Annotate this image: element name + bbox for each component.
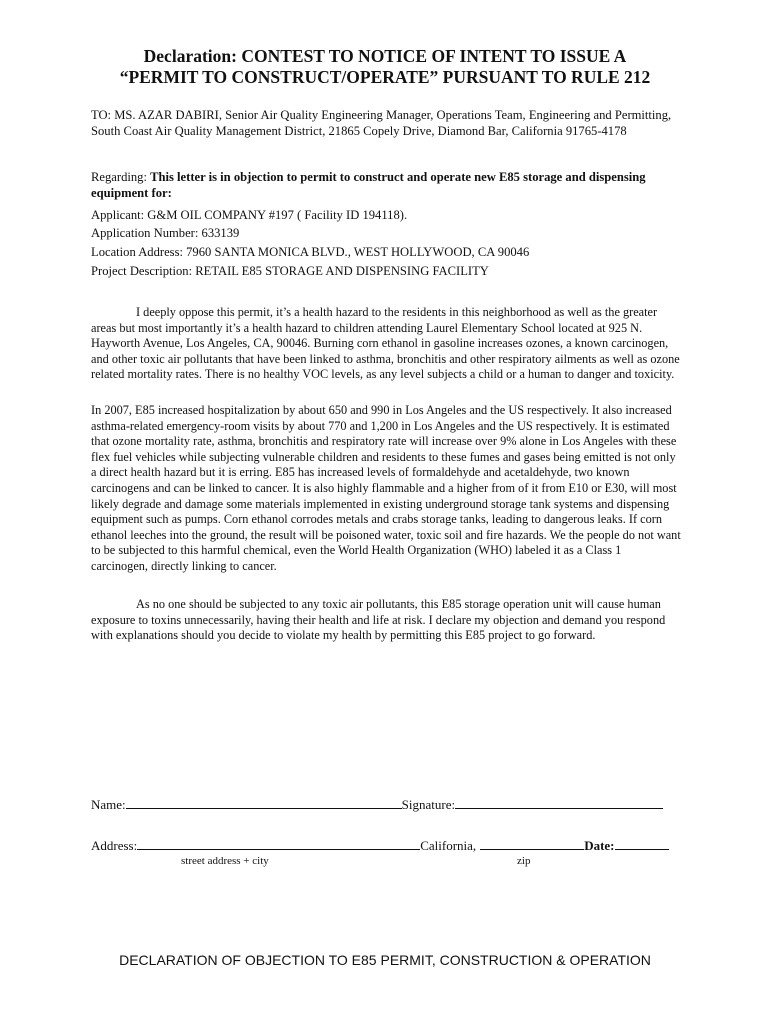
paragraph-health-data: In 2007, E85 increased hospitalization by about 650 and 990 in Los Angeles and the US respectively. It also increased asthma-related emergency-room visits by about 770 and 1,200 in Los Angeles and the US respectively. It is estimated that ozone mortality rate, asthma, bronchitis and respiratory rate will increase over 9% alone in Los Angeles with these flex fuel vehicles while subjecting vulnerable children and residents to these fumes and gases being emitted is not only a direct health hazard but it is erring. E85 has increased levels of formaldehyde and acetaldehyde, two known carcinogens and can be linked to cancer. It is also highly flammable and a higher from of it from E10 or E30, will most likely degrade and damage some materials implemented in existing underground storage tank systems and dispensing equipment such as pumps. Corn ethanol corrodes metals and crabs storage tanks, leading to dangerous leaks. If corn ethanol leeches into the ground, the result will be poisoned water, toxic soil and fire hazards. We the people do not want to be subjected to this harmful chemical, even the World Health Organization (WHO) labeled it as a Class 1 carcinogen, directly linking to cancer. [91,403,681,573]
address-label: Address: [91,838,138,853]
signature-label: Signature: [401,797,456,812]
document-title [70,46,700,88]
date-label: Date: [584,838,615,853]
regarding [91,170,683,202]
regarding-text: This letter is in objection to permit to construct and operate new E85 storage and dispensing equipment for: [91,170,646,200]
addressee: TO: MS. AZAR DABIRI, Senior Air Quality Engineering Manager, Operations Team, Engineering and Permitting, South Coast Air Quality Management District, 21865 Copely Drive, Diamond Bar, California 91765-4178 [91,108,672,138]
location-address: Location Address: 7960 SANTA MONICA BLVD., WEST HOLLYWOOD, CA 90046 [91,245,530,259]
paragraph-opposition: I deeply oppose this permit, it’s a health hazard to the residents in this neighborhood as well as the greater areas but most importantly it’s a health hazard to children attending Laurel Elementary School located at 925 N. Hayworth Avenue, Los Angeles, CA, 90046. Burning corn ethanol in gasoline increases ozones, a known carcinogen, and other toxic air pollutants that have been linked to asthma, bronchitis and other respiratory ailments as well as ozone related mortality rates. There is no healthy VOC levels, as any level subjects a child or a human to danger and toxicity. [91,305,680,382]
applicant: Applicant: G&M OIL COMPANY #197 ( Facility ID 194118). [91,208,408,222]
zip-hint: zip [517,855,531,867]
name-label: Name: [91,797,126,812]
street-address-hint: street address + city [181,855,269,867]
address-field[interactable] [137,838,420,850]
application-number: Application Number: 633139 [91,226,240,240]
title-line-2: “PERMIT TO CONSTRUCT/OPERATE” PURSUANT TO RULE 212 [119,67,651,87]
name-field[interactable] [126,797,402,809]
footer-caption: DECLARATION OF OBJECTION TO E85 PERMIT, CONSTRUCTION & OPERATION [119,952,651,968]
title-line-1: Declaration: CONTEST TO NOTICE OF INTENT TO ISSUE A [143,46,627,66]
date-field[interactable] [615,838,669,850]
name-signature-row [91,797,663,813]
address-row [91,838,669,854]
zip-field[interactable] [480,838,584,850]
project-description: Project Description: RETAIL E85 STORAGE AND DISPENSING FACILITY [91,264,489,278]
regarding-label: Regarding: [91,170,151,184]
state-label: California, [420,838,477,853]
signature-field[interactable] [455,797,663,809]
paragraph-declaration: As no one should be subjected to any toxic air pollutants, this E85 storage operation unit will cause human exposure to toxins unnecessarily, having their health and life at risk. I declare my objection and demand you respond with explanations should you decide to violate my health by permitting this E85 project to go forward. [91,597,666,643]
